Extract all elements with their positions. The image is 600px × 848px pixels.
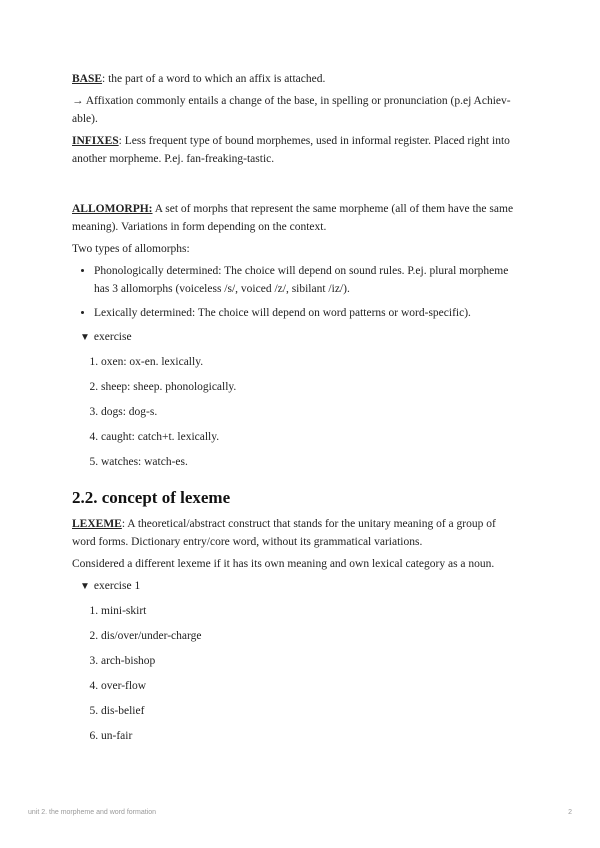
base-text: : the part of a word to which an affix is attached.: [102, 73, 326, 85]
exercise-list: [72, 353, 520, 471]
lexeme-term: LEXEME: [72, 518, 122, 530]
exercise-toggle[interactable]: [80, 328, 520, 347]
lexeme-text: : A theoretical/abstract construct that stands for the unitary meaning of a group of word forms. Dictionary entry/core word, without its grammatical variations.: [72, 518, 496, 548]
infixes-definition: [72, 132, 520, 168]
allomorph-term: ALLOMORPH:: [72, 203, 153, 215]
base-term: BASE: [72, 73, 103, 85]
list-item: 3. dogs: dog-s.: [101, 403, 520, 421]
list-item: 4. over-flow: [101, 677, 520, 695]
page-footer: [28, 809, 572, 816]
lexeme-definition: [72, 515, 520, 551]
list-item: 5. dis-belief: [101, 702, 520, 720]
footer-title: unit 2. the morpheme and word formation: [28, 809, 157, 816]
allomorph-types-list: [72, 262, 520, 322]
base-note: → Affixation commonly entails a change of the base, in spelling or pronunciation (p.ej Achiev-able).: [72, 95, 511, 125]
allomorph-definition: [72, 200, 520, 236]
allomorph-types-intro: Two types of allomorphs:: [72, 243, 190, 255]
list-item: 6. un-fair: [101, 727, 520, 745]
exercise-toggle-label: exercise: [93, 331, 132, 343]
list-item: 4. caught: catch+t. lexically.: [101, 428, 520, 446]
lexeme-note: Considered a different lexeme if it has its own meaning and own lexical category as a noun.: [72, 558, 495, 570]
list-item: 1. mini-skirt: [101, 602, 520, 620]
list-item: 3. arch-bishop: [101, 652, 520, 670]
list-item: • Phonologically determined: The choice will depend on sound rules. P.ej. plural morpheme has 3 allomorphs (voiceless /s/, voiced /z/, sibilant /iz/).: [94, 262, 520, 298]
list-item: • Lexically determined: The choice will depend on word patterns or word-specific).: [94, 304, 520, 322]
triangle-down-icon[interactable]: ▼: [80, 581, 90, 592]
triangle-down-icon[interactable]: ▼: [80, 332, 90, 343]
base-definition: [72, 70, 520, 88]
page-number: 2: [568, 809, 572, 816]
allomorph-text: A set of morphs that represent the same morpheme (all of them have the same meaning). Variations in form depending on the context.: [72, 203, 514, 233]
document-body: [72, 70, 520, 752]
exercise-1-list: [72, 602, 520, 745]
exercise-1-toggle-label: exercise 1: [93, 580, 141, 592]
spacer: [72, 172, 520, 200]
list-item: 2. sheep: sheep. phonologically.: [101, 378, 520, 396]
list-item: 2. dis/over/under-charge: [101, 627, 520, 645]
list-item: 1. oxen: ox-en. lexically.: [101, 353, 520, 371]
list-item: 5. watches: watch-es.: [101, 453, 520, 471]
section-heading: 2.2. concept of lexeme: [72, 488, 231, 507]
infixes-text: : Less frequent type of bound morphemes, used in informal register. Placed right into another morpheme. P.ej. fan-freaking-tastic.: [72, 135, 510, 165]
exercise-1-toggle[interactable]: [80, 577, 520, 596]
infixes-term: INFIXES: [72, 135, 119, 147]
